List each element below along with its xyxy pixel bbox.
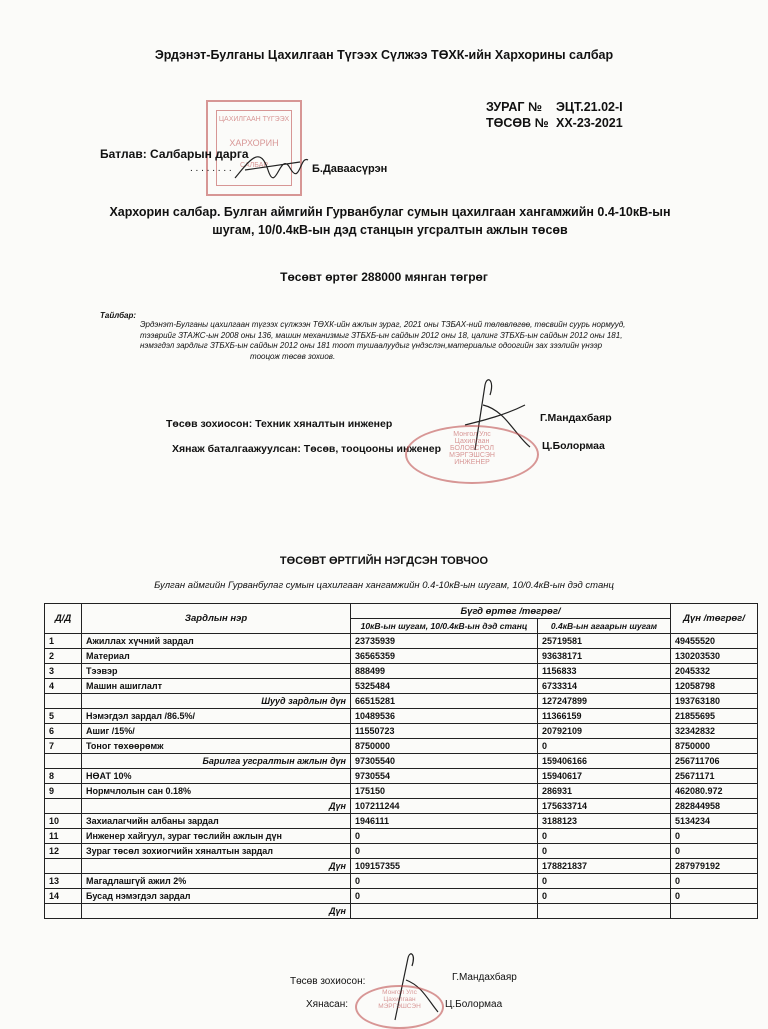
table-row bbox=[45, 664, 758, 679]
row-total: 0 bbox=[671, 844, 758, 859]
row-number: 7 bbox=[45, 739, 82, 754]
header-total: Дүн /төгрөг/ bbox=[671, 604, 758, 634]
document-title bbox=[90, 203, 690, 239]
compiled-label: Төсөв зохиосон: Техник хяналтын инженер bbox=[166, 418, 393, 430]
row-value-col1: 66515281 bbox=[351, 694, 538, 709]
note-line: тооцож төсөв зохиов. bbox=[250, 351, 336, 361]
row-value-col2: 175633714 bbox=[538, 799, 671, 814]
row-number: 12 bbox=[45, 844, 82, 859]
row-value-col1: 0 bbox=[351, 829, 538, 844]
row-name: Тоног төхөөрөмж bbox=[82, 739, 351, 754]
row-value-col1: 0 bbox=[351, 889, 538, 904]
note-line: нэмэгдэл зардлыг ЗТБХБ-ын сайдын 2012 оны 181 тоот тушаалуудыг үндэслэн,материалыг одоогийн зах зээлийн үнээр bbox=[140, 341, 603, 350]
table-row bbox=[45, 829, 758, 844]
row-value-col2: 0 bbox=[538, 844, 671, 859]
note-line: тээврийг ЗТАЖС-ын 2008 оны 136, машин механизмыг ЗТБХБ-ын сайдын 2012 оны 18, цалинг ЗТБХБ-ын сайдын 2012 оны 181, bbox=[140, 330, 623, 340]
row-total: 8750000 bbox=[671, 739, 758, 754]
row-number: 14 bbox=[45, 889, 82, 904]
row-value-col2: 0 bbox=[538, 739, 671, 754]
table-row bbox=[45, 724, 758, 739]
footer-oval-stamp bbox=[355, 985, 444, 1029]
row-name: Магадлашгүй ажил 2% bbox=[82, 874, 351, 889]
row-name: Зураг төсөл зохиогчийн хяналтын зардал bbox=[82, 844, 351, 859]
footer-verified-name: Ц.Болормаа bbox=[445, 999, 503, 1010]
row-value-col1: 0 bbox=[351, 874, 538, 889]
row-value-col2 bbox=[538, 904, 671, 919]
footer-verified-label: Хянасан: bbox=[306, 999, 349, 1010]
header-col1: 10кВ-ын шугам, 10/0.4кВ-ын дэд станц bbox=[351, 619, 538, 634]
table-row bbox=[45, 814, 758, 829]
stamp-line: ХАРХОРИН bbox=[229, 138, 279, 148]
row-number: 10 bbox=[45, 814, 82, 829]
table-row bbox=[45, 844, 758, 859]
verified-name: Ц.Болормаа bbox=[542, 440, 605, 452]
stamp-line: Цахилгаан bbox=[454, 438, 490, 445]
row-value-col1: 888499 bbox=[351, 664, 538, 679]
row-value-col2: 127247899 bbox=[538, 694, 671, 709]
stamp-line: Монгол Улс bbox=[382, 989, 417, 996]
header-name: Зардлын нэр bbox=[82, 604, 351, 634]
footer-compiled-name: Г.Мандахбаяр bbox=[452, 972, 517, 983]
organization-header: Эрдэнэт-Булганы Цахилгаан Түгээх Сүлжээ ТӨХК-ийн Хархорины салбар bbox=[154, 48, 614, 62]
estimate-value: XX-23-2021 bbox=[556, 116, 623, 130]
row-value-col2: 11366159 bbox=[538, 709, 671, 724]
row-total: 21855695 bbox=[671, 709, 758, 724]
row-value-col1: 9730554 bbox=[351, 769, 538, 784]
row-value-col2: 159406166 bbox=[538, 754, 671, 769]
row-value-col2: 0 bbox=[538, 889, 671, 904]
approver-signature bbox=[230, 140, 310, 185]
row-number: 13 bbox=[45, 874, 82, 889]
row-value-col2: 3188123 bbox=[538, 814, 671, 829]
row-value-col2: 6733314 bbox=[538, 679, 671, 694]
estimate-number bbox=[486, 116, 623, 130]
row-name: Тээвэр bbox=[82, 664, 351, 679]
row-value-col2: 20792109 bbox=[538, 724, 671, 739]
row-number: 6 bbox=[45, 724, 82, 739]
row-name: Бусад нэмэгдэл зардал bbox=[82, 889, 351, 904]
row-value-col1: 0 bbox=[351, 844, 538, 859]
row-total: 0 bbox=[671, 889, 758, 904]
row-value-col1 bbox=[351, 904, 538, 919]
row-value-col2: 15940617 bbox=[538, 769, 671, 784]
row-total: 0 bbox=[671, 874, 758, 889]
summary-subtitle: Булган аймгийн Гурванбулаг сумын цахилгаан хангамжийн 0.4-10кВ-ын шугам, 10/0.4кВ-ын дэд станц bbox=[154, 580, 614, 591]
row-number bbox=[45, 799, 82, 814]
row-value-col1: 175150 bbox=[351, 784, 538, 799]
row-total: 12058798 bbox=[671, 679, 758, 694]
verified-label: Хянаж баталгаажуулсан: Төсөв, тооцооны инженер bbox=[172, 443, 442, 455]
row-total: 5134234 bbox=[671, 814, 758, 829]
table-row bbox=[45, 694, 758, 709]
row-name: Захиалагчийн албаны зардал bbox=[82, 814, 351, 829]
row-name: Нэмэгдэл зардал /86.5%/ bbox=[82, 709, 351, 724]
stamp-line: ЦАХИЛГААН ТҮГЭЭХ bbox=[218, 116, 290, 123]
row-value-col2: 0 bbox=[538, 829, 671, 844]
row-value-col1: 23735939 bbox=[351, 634, 538, 649]
row-value-col2: 286931 bbox=[538, 784, 671, 799]
row-name: Машин ашиглалт bbox=[82, 679, 351, 694]
compiled-name: Г.Мандахбаяр bbox=[540, 412, 612, 424]
row-number: 2 bbox=[45, 649, 82, 664]
table-row bbox=[45, 679, 758, 694]
title-line-1: Хархорин салбар. Булган аймгийн Гурванбулаг сумын цахилгаан хангамжийн 0.4-10кВ-ын bbox=[109, 205, 671, 219]
row-total: 256711706 bbox=[671, 754, 758, 769]
stamp-line: ИНЖЕНЕР bbox=[454, 459, 490, 466]
table-row bbox=[45, 889, 758, 904]
stamp-line: МЭРГЭШСЭН bbox=[378, 1003, 421, 1010]
table-row bbox=[45, 709, 758, 724]
row-total: 2045332 bbox=[671, 664, 758, 679]
table-row bbox=[45, 739, 758, 754]
oval-stamp bbox=[405, 425, 539, 484]
row-value-col2: 1156833 bbox=[538, 664, 671, 679]
title-line-2: шугам, 10/0.4кВ-ын дэд станцын угсралтын ажлын төсөв bbox=[212, 223, 568, 237]
stamp-line: БОЛОВСРОЛ bbox=[450, 445, 494, 452]
row-number: 8 bbox=[45, 769, 82, 784]
note-line: Эрдэнэт-Булганы цахилгаан түгээх сүлжээн ТӨХК-ийн ажлын зураг, 2021 оны ТЗБАХ-ний төлөвлөгөө, төсвийн суурь нормууд, bbox=[140, 320, 626, 329]
row-value-col1: 97305540 bbox=[351, 754, 538, 769]
table-row bbox=[45, 754, 758, 769]
row-value-col1: 10489536 bbox=[351, 709, 538, 724]
row-number: 4 bbox=[45, 679, 82, 694]
row-name: НӨАТ 10% bbox=[82, 769, 351, 784]
summary-rows bbox=[45, 634, 758, 919]
approver-name: Б.Даваасүрэн bbox=[312, 163, 388, 175]
table-row bbox=[45, 634, 758, 649]
row-name: Барилга угсралтын ажлын дүн bbox=[82, 754, 351, 769]
row-value-col1: 5325484 bbox=[351, 679, 538, 694]
row-number: 1 bbox=[45, 634, 82, 649]
row-total: 462080.972 bbox=[671, 784, 758, 799]
row-name: Инженер хайгуул, зураг төслийн ажлын дүн bbox=[82, 829, 351, 844]
row-total: 25671171 bbox=[671, 769, 758, 784]
drawing-value: ЭЦТ.21.02-I bbox=[556, 100, 623, 114]
row-value-col1: 11550723 bbox=[351, 724, 538, 739]
approval-dots: . . . . . . . . bbox=[190, 163, 232, 174]
row-value-col2: 0 bbox=[538, 874, 671, 889]
table-row bbox=[45, 649, 758, 664]
row-name: Нормчлолын сан 0.18% bbox=[82, 784, 351, 799]
drawing-label: ЗУРАГ № bbox=[486, 100, 542, 114]
stamp-line: САЛБАР bbox=[239, 162, 269, 169]
header-col2: 0.4кВ-ын агаарын шугам bbox=[538, 619, 671, 634]
row-number bbox=[45, 754, 82, 769]
row-total: 193763180 bbox=[671, 694, 758, 709]
row-number bbox=[45, 859, 82, 874]
row-value-col2: 25719581 bbox=[538, 634, 671, 649]
table-row bbox=[45, 784, 758, 799]
row-name: Ашиг /15%/ bbox=[82, 724, 351, 739]
stamp-line: МЭРГЭШСЭН bbox=[449, 452, 495, 459]
row-value-col2: 93638171 bbox=[538, 649, 671, 664]
stamp-line: Цахилгаан bbox=[383, 996, 416, 1003]
row-value-col1: 8750000 bbox=[351, 739, 538, 754]
row-name: Дүн bbox=[82, 859, 351, 874]
row-name: Дүн bbox=[82, 904, 351, 919]
row-value-col2: 178821837 bbox=[538, 859, 671, 874]
drawing-number bbox=[486, 100, 623, 114]
row-total: 49455520 bbox=[671, 634, 758, 649]
table-row bbox=[45, 859, 758, 874]
row-total: 287979192 bbox=[671, 859, 758, 874]
row-name: Шууд зардлын дүн bbox=[82, 694, 351, 709]
row-total: 32342832 bbox=[671, 724, 758, 739]
header-no: Д/Д bbox=[45, 604, 82, 634]
summary-table bbox=[44, 603, 758, 919]
row-total: 0 bbox=[671, 829, 758, 844]
row-value-col1: 109157355 bbox=[351, 859, 538, 874]
row-number bbox=[45, 904, 82, 919]
row-name: Материал bbox=[82, 649, 351, 664]
row-number: 5 bbox=[45, 709, 82, 724]
note-text bbox=[140, 320, 680, 362]
approval-label: Батлав: Салбарын дарга bbox=[100, 147, 249, 161]
row-value-col1: 36565359 bbox=[351, 649, 538, 664]
summary-title: ТӨСӨВТ ӨРТГИЙН НЭГДСЭН ТОВЧОО bbox=[279, 555, 489, 567]
row-value-col1: 1946111 bbox=[351, 814, 538, 829]
row-number: 9 bbox=[45, 784, 82, 799]
row-name: Ажиллах хүчний зардал bbox=[82, 634, 351, 649]
row-number: 3 bbox=[45, 664, 82, 679]
row-value-col1: 107211244 bbox=[351, 799, 538, 814]
row-name: Дүн bbox=[82, 799, 351, 814]
footer-compiled-label: Төсөв зохиосон: bbox=[290, 976, 366, 987]
row-total: 282844958 bbox=[671, 799, 758, 814]
table-row bbox=[45, 904, 758, 919]
table-row bbox=[45, 769, 758, 784]
estimate-label: ТӨСӨВ № bbox=[486, 116, 549, 130]
total-cost: Төсөвт өртөг 288000 мянган төгрөг bbox=[280, 270, 488, 284]
header-group: Бүгд өртөг /төгрөг/ bbox=[351, 604, 671, 619]
row-total: 130203530 bbox=[671, 649, 758, 664]
row-number: 11 bbox=[45, 829, 82, 844]
table-row bbox=[45, 799, 758, 814]
row-number bbox=[45, 694, 82, 709]
table-row bbox=[45, 874, 758, 889]
note-label: Тайлбар: bbox=[100, 311, 137, 320]
stamp-line: Монгол Улс bbox=[453, 431, 491, 438]
row-total bbox=[671, 904, 758, 919]
